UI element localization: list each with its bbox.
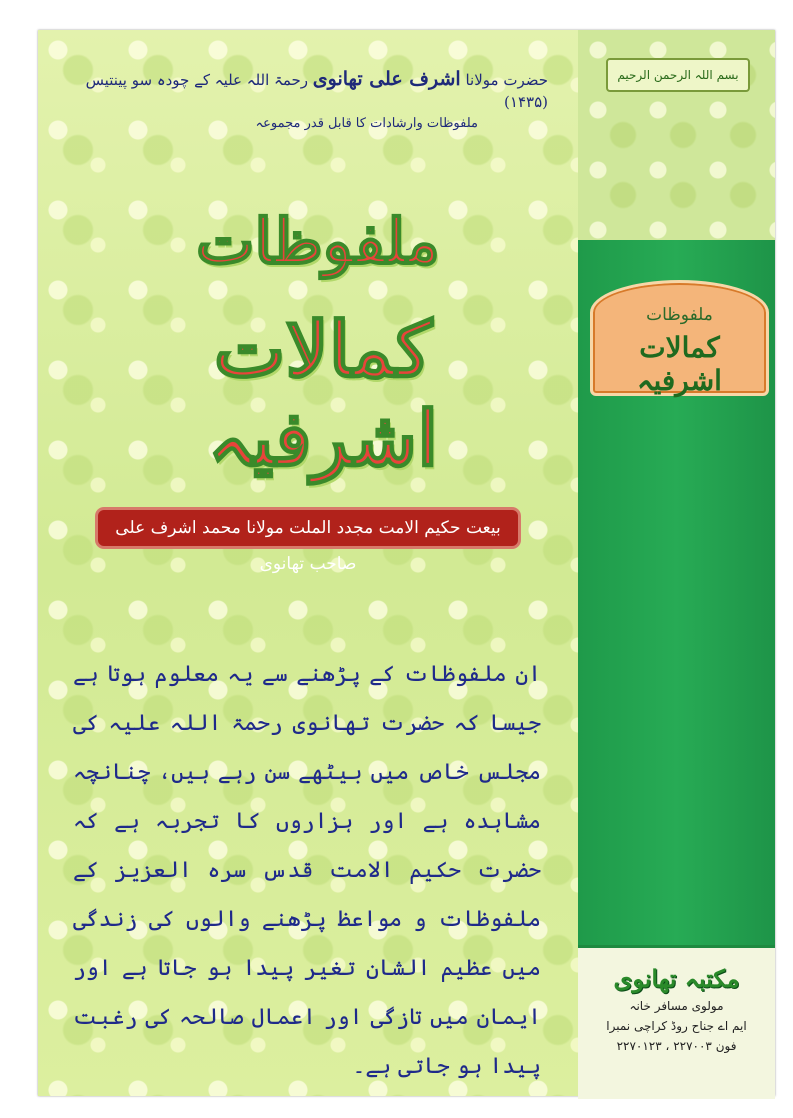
book-spine — [578, 30, 775, 1096]
spine-title-label — [590, 280, 769, 396]
front-cover-panel — [38, 30, 578, 1096]
publisher-name: مکتبہ تھانوی — [613, 964, 740, 993]
cover-header — [68, 68, 548, 135]
title-line-2: کمالات اشرفیہ — [207, 305, 439, 483]
bismillah-box: بسم اللہ الرحمن الرحیم — [606, 58, 750, 92]
author-banner: بیعت حکیم الامت مجدد الملت مولانا محمد اشرف علی صاحب تھانوی — [98, 510, 518, 546]
publisher-phone: فون ۲۲۷۰۰۳ ، ۲۲۷۰۱۲۳ — [616, 1039, 737, 1053]
publisher-address-1: مولوی مسافر خانہ — [629, 999, 724, 1013]
header-suffix: رحمۃ اللہ علیہ کے چودہ سو پینتیس (۱۴۳۵) — [85, 71, 548, 111]
spine-top-panel — [578, 30, 775, 240]
title-line-1: ملفوظات — [196, 205, 440, 278]
header-prefix: حضرت مولانا — [465, 71, 548, 89]
spine-title-line-2: کمالات اشرفیہ — [637, 331, 722, 397]
header-line-1 — [68, 68, 548, 113]
header-line-2: ملفوظات وارشادات کا قابل قدر مجموعہ — [255, 116, 478, 131]
publisher-box — [578, 945, 775, 1099]
publisher-address-2: ایم اے جناح روڈ کراچی نمبرا — [606, 1019, 747, 1033]
book-cover — [38, 30, 775, 1096]
spine-title-line-1: ملفوظات — [646, 305, 713, 325]
description-paragraph: ان ملفوظات کے پڑھنے سے یہ معلوم ہوتا ہے جیسا کہ حضرت تھانوی رحمۃ اللہ علیہ کی مجلس خاص میں بیٹھے سن رہے ہیں، چنانچہ مشاہدہ ہے اور ہزاروں کا تجربہ ہے کہ حضرت حکیم الامت قدس سرہ العزیز کے ملفوظات و مواعظ پڑھنے والوں کی زندگی میں عظیم الشان تغیر پیدا ہو جاتا ہے اور ایمان میں تازگی اور اعمال صالحہ کی رغبت پیدا ہو جاتی ہے۔ — [73, 662, 541, 1079]
header-name: اشرف علی تھانوی — [312, 68, 461, 90]
